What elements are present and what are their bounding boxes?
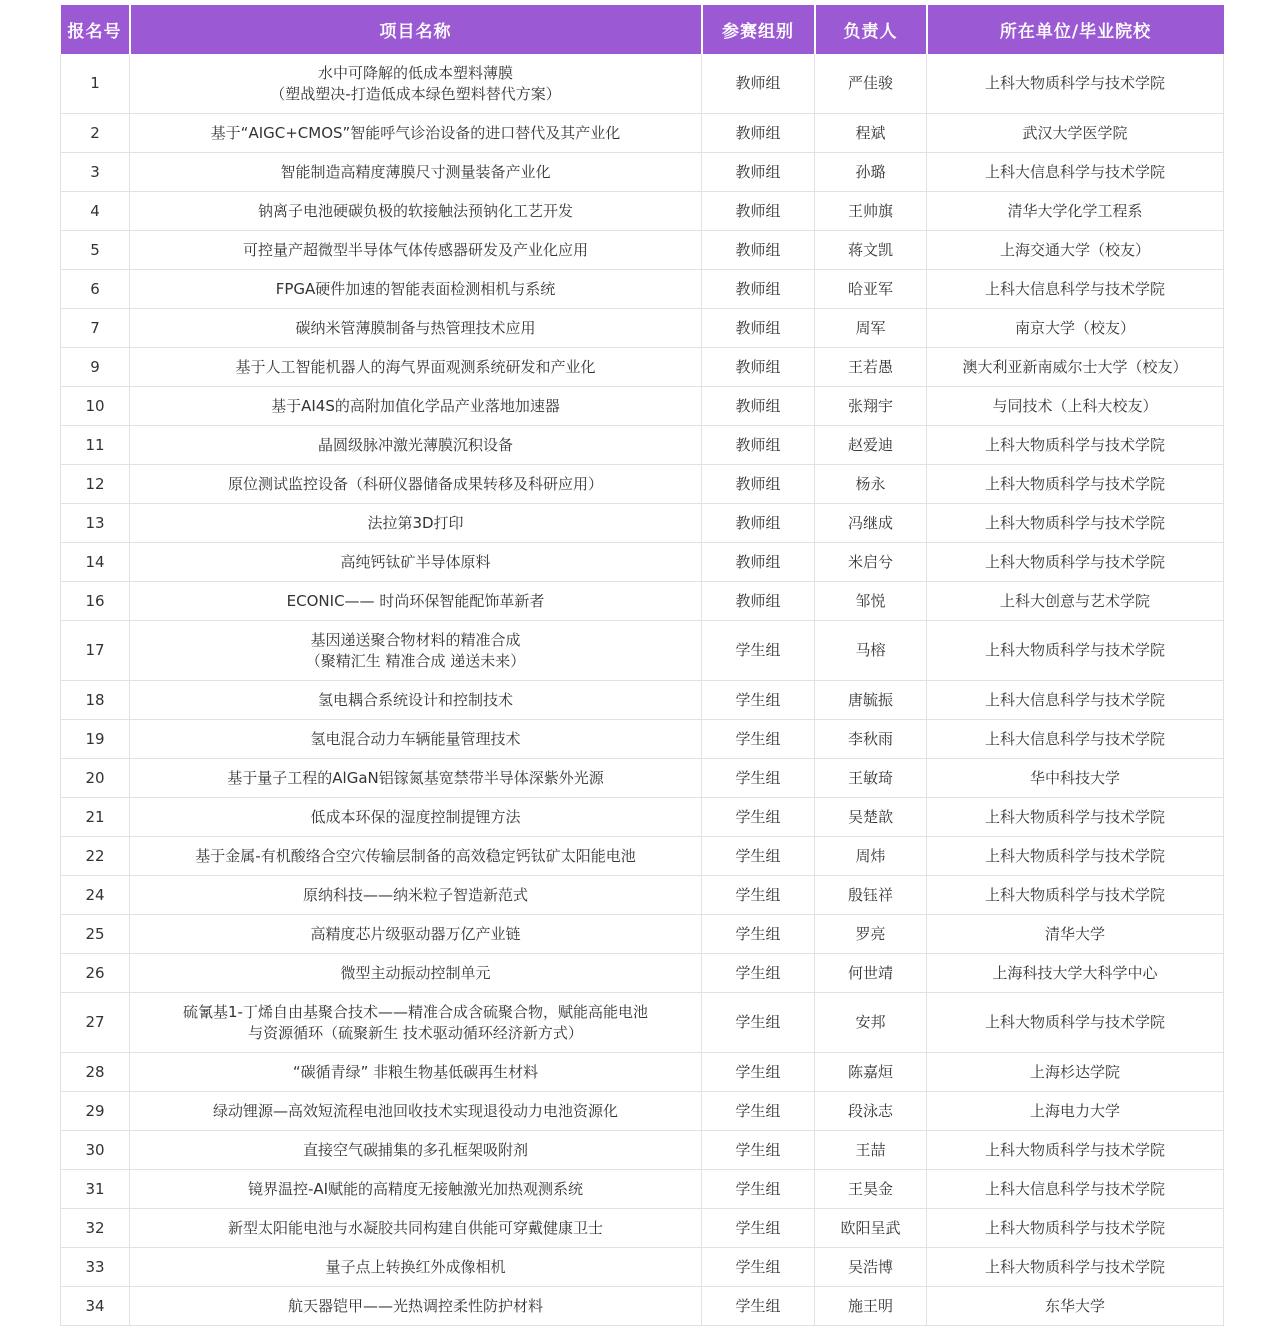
cell-unit: 上科大创意与艺术学院 [927, 582, 1224, 621]
cell-unit: 上科大物质科学与技术学院 [927, 504, 1224, 543]
cell-unit: 上科大物质科学与技术学院 [927, 465, 1224, 504]
cell-id: 32 [61, 1209, 130, 1248]
cell-leader: 王敏琦 [815, 759, 927, 798]
cell-id: 1 [61, 54, 130, 114]
table-row [61, 621, 1224, 681]
cell-project-name: 基于金属-有机酸络合空穴传输层制备的高效稳定钙钛矿太阳能电池 [130, 837, 702, 876]
cell-unit: 上科大物质科学与技术学院 [927, 876, 1224, 915]
cell-leader: 周炜 [815, 837, 927, 876]
cell-project-name: 新型太阳能电池与水凝胶共同构建自供能可穿戴健康卫士 [130, 1209, 702, 1248]
cell-project-name: 氢电耦合系统设计和控制技术 [130, 681, 702, 720]
cell-id: 2 [61, 114, 130, 153]
cell-project-name: ECONIC—— 时尚环保智能配饰革新者 [130, 582, 702, 621]
cell-unit: 上科大物质科学与技术学院 [927, 543, 1224, 582]
cell-group: 教师组 [702, 543, 815, 582]
table-row [61, 54, 1224, 114]
cell-group: 学生组 [702, 798, 815, 837]
cell-leader: 安邦 [815, 993, 927, 1053]
cell-leader: 米启兮 [815, 543, 927, 582]
cell-project-name: 高纯钙钛矿半导体原料 [130, 543, 702, 582]
cell-group: 教师组 [702, 153, 815, 192]
cell-leader: 程斌 [815, 114, 927, 153]
table-row [61, 465, 1224, 504]
header-project-name: 项目名称 [130, 5, 702, 54]
cell-id: 7 [61, 309, 130, 348]
cell-group: 教师组 [702, 309, 815, 348]
cell-group: 学生组 [702, 681, 815, 720]
cell-group: 学生组 [702, 759, 815, 798]
table-row [61, 270, 1224, 309]
cell-unit: 清华大学 [927, 915, 1224, 954]
cell-leader: 马榕 [815, 621, 927, 681]
cell-leader: 严佳骏 [815, 54, 927, 114]
cell-leader: 邹悦 [815, 582, 927, 621]
cell-unit: 南京大学（校友） [927, 309, 1224, 348]
cell-id: 6 [61, 270, 130, 309]
cell-project-name: 可控量产超微型半导体气体传感器研发及产业化应用 [130, 231, 702, 270]
cell-id: 5 [61, 231, 130, 270]
cell-project-name: 钠离子电池硬碳负极的软接触法预钠化工艺开发 [130, 192, 702, 231]
cell-unit: 华中科技大学 [927, 759, 1224, 798]
table-row [61, 681, 1224, 720]
cell-unit: 上科大物质科学与技术学院 [927, 837, 1224, 876]
cell-unit: 上科大物质科学与技术学院 [927, 54, 1224, 114]
cell-id: 30 [61, 1131, 130, 1170]
cell-leader: 吴楚歆 [815, 798, 927, 837]
cell-leader: 施王明 [815, 1287, 927, 1326]
cell-id: 9 [61, 348, 130, 387]
cell-project-name: 基因递送聚合物材料的精准合成 （聚精汇生 精准合成 递送未来） [130, 621, 702, 681]
cell-group: 学生组 [702, 837, 815, 876]
cell-leader: 赵爱迪 [815, 426, 927, 465]
cell-unit: 上科大物质科学与技术学院 [927, 621, 1224, 681]
table-row [61, 231, 1224, 270]
cell-unit: 上海科技大学大科学中心 [927, 954, 1224, 993]
cell-id: 16 [61, 582, 130, 621]
cell-group: 教师组 [702, 504, 815, 543]
cell-unit: 上科大信息科学与技术学院 [927, 720, 1224, 759]
cell-project-name: 原纳科技——纳米粒子智造新范式 [130, 876, 702, 915]
table-row [61, 114, 1224, 153]
cell-group: 学生组 [702, 621, 815, 681]
cell-unit: 上科大物质科学与技术学院 [927, 426, 1224, 465]
cell-leader: 陈嘉烜 [815, 1053, 927, 1092]
table-row [61, 192, 1224, 231]
cell-group: 学生组 [702, 1053, 815, 1092]
cell-id: 10 [61, 387, 130, 426]
cell-project-name: 直接空气碳捕集的多孔框架吸附剂 [130, 1131, 702, 1170]
cell-group: 学生组 [702, 993, 815, 1053]
cell-unit: 上海电力大学 [927, 1092, 1224, 1131]
table-row [61, 837, 1224, 876]
cell-project-name: 低成本环保的湿度控制提锂方法 [130, 798, 702, 837]
cell-id: 3 [61, 153, 130, 192]
cell-id: 25 [61, 915, 130, 954]
cell-project-name: 量子点上转换红外成像相机 [130, 1248, 702, 1287]
cell-project-name: 晶圆级脉冲激光薄膜沉积设备 [130, 426, 702, 465]
cell-id: 20 [61, 759, 130, 798]
table-row [61, 387, 1224, 426]
cell-unit: 东华大学 [927, 1287, 1224, 1326]
cell-group: 学生组 [702, 1170, 815, 1209]
header-group: 参赛组别 [702, 5, 815, 54]
cell-unit: 上科大物质科学与技术学院 [927, 1131, 1224, 1170]
cell-leader: 周军 [815, 309, 927, 348]
cell-group: 教师组 [702, 54, 815, 114]
header-id: 报名号 [61, 5, 130, 54]
table-header [61, 5, 1224, 54]
table-row [61, 993, 1224, 1053]
cell-unit: 上科大信息科学与技术学院 [927, 270, 1224, 309]
table-row [61, 153, 1224, 192]
cell-group: 学生组 [702, 1248, 815, 1287]
cell-project-name: 法拉第3D打印 [130, 504, 702, 543]
table-row [61, 759, 1224, 798]
cell-project-name: 高精度芯片级驱动器万亿产业链 [130, 915, 702, 954]
cell-group: 学生组 [702, 1131, 815, 1170]
cell-id: 18 [61, 681, 130, 720]
table-row [61, 1053, 1224, 1092]
cell-leader: 孙璐 [815, 153, 927, 192]
cell-unit: 澳大利亚新南威尔士大学（校友） [927, 348, 1224, 387]
cell-unit: 上科大物质科学与技术学院 [927, 993, 1224, 1053]
cell-project-name: 航天器铠甲——光热调控柔性防护材料 [130, 1287, 702, 1326]
cell-id: 28 [61, 1053, 130, 1092]
cell-leader: 吴浩博 [815, 1248, 927, 1287]
cell-leader: 蒋文凯 [815, 231, 927, 270]
cell-group: 学生组 [702, 1209, 815, 1248]
cell-group: 教师组 [702, 270, 815, 309]
cell-project-name: 硫氰基1-丁烯自由基聚合技术——精准合成含硫聚合物，赋能高能电池 与资源循环（硫聚新生 技术驱动循环经济新方式） [130, 993, 702, 1053]
header-unit: 所在单位/毕业院校 [927, 5, 1224, 54]
cell-leader: 王若愚 [815, 348, 927, 387]
cell-project-name: 镜界温控-AI赋能的高精度无接触激光加热观测系统 [130, 1170, 702, 1209]
table-row [61, 1287, 1224, 1326]
table-row [61, 426, 1224, 465]
header-leader: 负责人 [815, 5, 927, 54]
table-row [61, 954, 1224, 993]
cell-project-name: 基于量子工程的AlGaN铝镓氮基宽禁带半导体深紫外光源 [130, 759, 702, 798]
cell-leader: 罗亮 [815, 915, 927, 954]
cell-leader: 王帅旗 [815, 192, 927, 231]
cell-leader: 唐毓振 [815, 681, 927, 720]
cell-group: 学生组 [702, 876, 815, 915]
cell-unit: 上科大物质科学与技术学院 [927, 1209, 1224, 1248]
cell-id: 19 [61, 720, 130, 759]
cell-id: 22 [61, 837, 130, 876]
cell-id: 27 [61, 993, 130, 1053]
cell-unit: 上科大信息科学与技术学院 [927, 681, 1224, 720]
table-body [61, 54, 1224, 1326]
cell-leader: 欧阳呈武 [815, 1209, 927, 1248]
cell-id: 33 [61, 1248, 130, 1287]
cell-leader: 何世靖 [815, 954, 927, 993]
cell-unit: 上科大信息科学与技术学院 [927, 153, 1224, 192]
cell-leader: 殷钰祥 [815, 876, 927, 915]
cell-group: 教师组 [702, 348, 815, 387]
cell-group: 学生组 [702, 1092, 815, 1131]
cell-project-name: 绿动锂源—高效短流程电池回收技术实现退役动力电池资源化 [130, 1092, 702, 1131]
table-row [61, 582, 1224, 621]
cell-unit: 上海杉达学院 [927, 1053, 1224, 1092]
cell-project-name: FPGA硬件加速的智能表面检测相机与系统 [130, 270, 702, 309]
cell-project-name: 原位测试监控设备（科研仪器储备成果转移及科研应用） [130, 465, 702, 504]
cell-id: 11 [61, 426, 130, 465]
cell-id: 17 [61, 621, 130, 681]
cell-leader: 王喆 [815, 1131, 927, 1170]
table-row [61, 720, 1224, 759]
cell-group: 教师组 [702, 192, 815, 231]
cell-project-name: 基于“AIGC+CMOS”智能呼气诊治设备的进口替代及其产业化 [130, 114, 702, 153]
cell-leader: 李秋雨 [815, 720, 927, 759]
table-row [61, 915, 1224, 954]
table-row [61, 504, 1224, 543]
cell-group: 学生组 [702, 915, 815, 954]
cell-leader: 冯继成 [815, 504, 927, 543]
cell-id: 26 [61, 954, 130, 993]
cell-id: 4 [61, 192, 130, 231]
cell-id: 14 [61, 543, 130, 582]
cell-group: 学生组 [702, 954, 815, 993]
cell-project-name: 智能制造高精度薄膜尺寸测量装备产业化 [130, 153, 702, 192]
cell-project-name: 基于AI4S的高附加值化学品产业落地加速器 [130, 387, 702, 426]
table-row [61, 1248, 1224, 1287]
cell-unit: 上科大物质科学与技术学院 [927, 798, 1224, 837]
cell-unit: 清华大学化学工程系 [927, 192, 1224, 231]
cell-project-name: 基于人工智能机器人的海气界面观测系统研发和产业化 [130, 348, 702, 387]
cell-group: 教师组 [702, 465, 815, 504]
cell-unit: 上海交通大学（校友） [927, 231, 1224, 270]
table-row [61, 1092, 1224, 1131]
table-row [61, 1209, 1224, 1248]
table-row [61, 798, 1224, 837]
cell-id: 12 [61, 465, 130, 504]
table-row [61, 309, 1224, 348]
cell-id: 34 [61, 1287, 130, 1326]
cell-project-name: 水中可降解的低成本塑料薄膜 （塑战塑决-打造低成本绿色塑料替代方案） [130, 54, 702, 114]
cell-id: 31 [61, 1170, 130, 1209]
cell-project-name: “碳循青绿” 非粮生物基低碳再生材料 [130, 1053, 702, 1092]
cell-id: 13 [61, 504, 130, 543]
cell-group: 教师组 [702, 582, 815, 621]
cell-unit: 与同技术（上科大校友） [927, 387, 1224, 426]
cell-unit: 上科大信息科学与技术学院 [927, 1170, 1224, 1209]
table-row [61, 1170, 1224, 1209]
cell-group: 学生组 [702, 720, 815, 759]
cell-leader: 张翔宇 [815, 387, 927, 426]
cell-group: 教师组 [702, 387, 815, 426]
cell-id: 24 [61, 876, 130, 915]
table-row [61, 1131, 1224, 1170]
table-row [61, 543, 1224, 582]
cell-leader: 杨永 [815, 465, 927, 504]
cell-project-name: 碳纳米管薄膜制备与热管理技术应用 [130, 309, 702, 348]
cell-group: 教师组 [702, 231, 815, 270]
cell-leader: 王昊金 [815, 1170, 927, 1209]
cell-id: 21 [61, 798, 130, 837]
cell-group: 教师组 [702, 114, 815, 153]
cell-project-name: 氢电混合动力车辆能量管理技术 [130, 720, 702, 759]
cell-id: 29 [61, 1092, 130, 1131]
cell-unit: 上科大物质科学与技术学院 [927, 1248, 1224, 1287]
cell-unit: 武汉大学医学院 [927, 114, 1224, 153]
cell-group: 教师组 [702, 426, 815, 465]
table-row [61, 348, 1224, 387]
cell-leader: 哈亚军 [815, 270, 927, 309]
cell-leader: 段泳志 [815, 1092, 927, 1131]
header-row [61, 5, 1224, 54]
table-row [61, 876, 1224, 915]
projects-table [60, 5, 1224, 1326]
cell-project-name: 微型主动振动控制单元 [130, 954, 702, 993]
cell-group: 学生组 [702, 1287, 815, 1326]
